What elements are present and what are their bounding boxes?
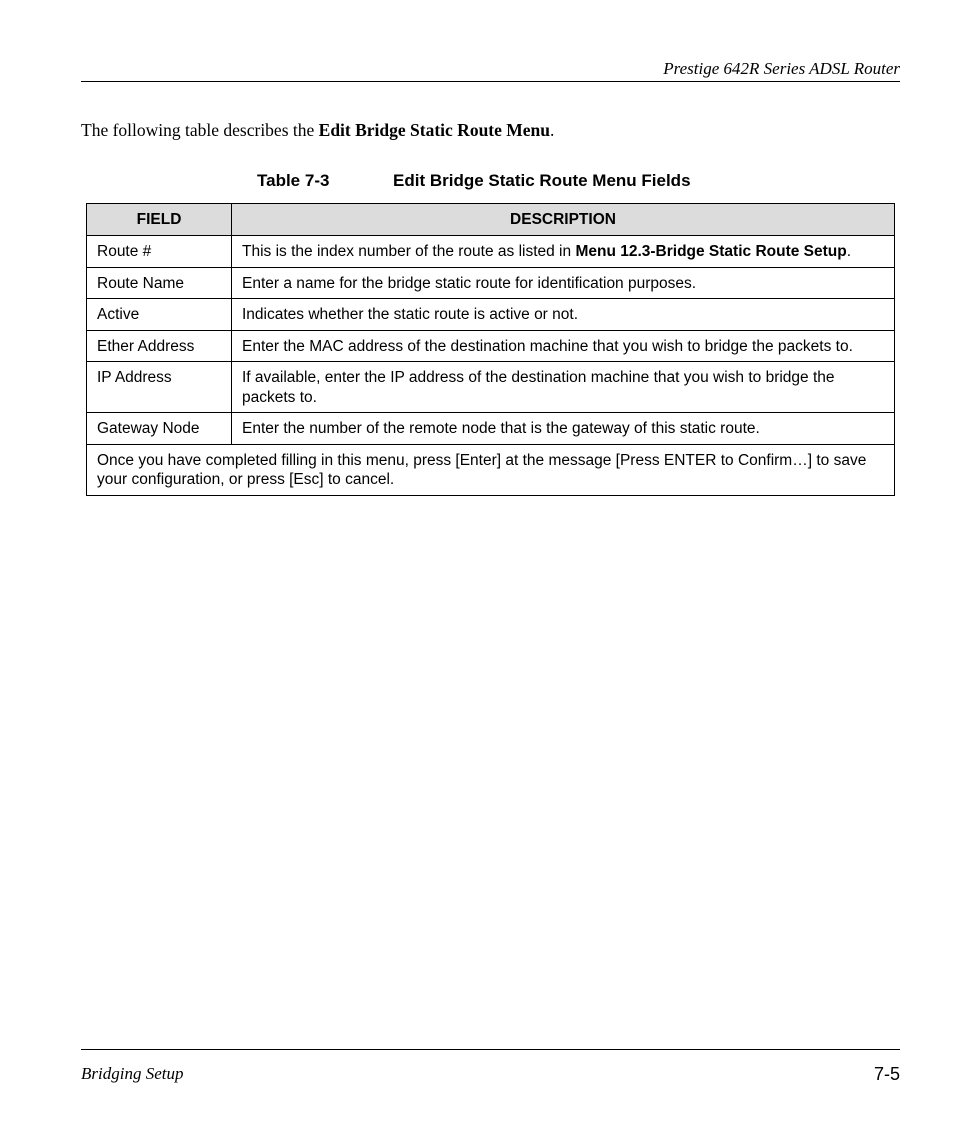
fields-table — [86, 203, 895, 496]
field-cell: Ether Address — [87, 330, 232, 362]
field-cell: Route # — [87, 236, 232, 268]
menu-reference: Menu 12.3-Bridge Static Route Setup — [575, 243, 847, 260]
header-rule — [81, 81, 900, 82]
field-cell: IP Address — [87, 362, 232, 413]
description-cell: Indicates whether the static route is active or not. — [232, 299, 895, 331]
intro-paragraph — [81, 119, 554, 141]
field-cell: Gateway Node — [87, 413, 232, 445]
table-row — [87, 413, 895, 445]
intro-suffix: . — [550, 120, 555, 140]
table-row — [87, 299, 895, 331]
footer-section-title: Bridging Setup — [81, 1064, 184, 1083]
description-cell: Enter the MAC address of the destination machine that you wish to bridge the packets to. — [232, 330, 895, 362]
table-row — [87, 267, 895, 299]
table-row — [87, 236, 895, 268]
table-caption-title: Edit Bridge Static Route Menu Fields — [393, 171, 691, 190]
column-header-field: FIELD — [87, 204, 232, 236]
description-cell — [232, 236, 895, 268]
table-row — [87, 362, 895, 413]
description-cell: Enter the number of the remote node that is the gateway of this static route. — [232, 413, 895, 445]
field-cell: Route Name — [87, 267, 232, 299]
column-header-description: DESCRIPTION — [232, 204, 895, 236]
table-caption — [257, 170, 691, 191]
intro-menu-name: Edit Bridge Static Route Menu — [318, 120, 551, 140]
description-cell: Enter a name for the bridge static route for identification purposes. — [232, 267, 895, 299]
field-cell: Active — [87, 299, 232, 331]
footer-rule — [81, 1049, 900, 1050]
table-row — [87, 330, 895, 362]
page-number: 7-5 — [873, 1064, 900, 1084]
description-punctuation: . — [846, 243, 852, 260]
intro-prefix: The following table describes the — [81, 120, 319, 140]
table-footnote: Once you have completed filling in this menu, press [Enter] at the message [Press ENTER to Confirm…] to save your configuration, or press [Esc] to cancel. — [87, 444, 895, 495]
table-header-row — [87, 204, 895, 236]
description-cell: If available, enter the IP address of the destination machine that you wish to bridge the packets to. — [232, 362, 895, 413]
description-text: This is the index number of the route as listed in — [242, 243, 576, 260]
table-footnote-row — [87, 444, 895, 495]
table-caption-number: Table 7-3 — [257, 171, 330, 190]
running-header: Prestige 642R Series ADSL Router — [663, 59, 900, 78]
